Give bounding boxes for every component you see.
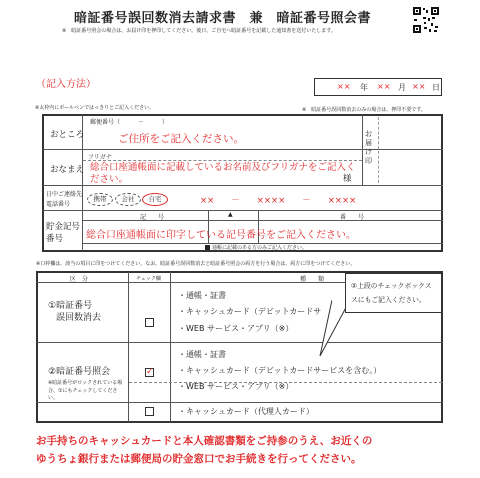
section2-item-web: ・WEB サービス・アプリ（※） bbox=[178, 382, 294, 391]
footer-line2: ゆうちょ銀行または郵便局の貯金窓口でお手続きを行ってください。 bbox=[36, 453, 362, 465]
triangle-marker: ▲ bbox=[228, 211, 233, 218]
phone-label-line2: 電話番号 bbox=[46, 201, 71, 208]
account-label-line2: 番号 bbox=[46, 234, 64, 244]
header-note: ※ 暗証番号照会の場合は、お届け印を押印してください。後日、ご自宅へ暗証番号を記載した通知書を送付いたします。 bbox=[62, 28, 336, 34]
section1-item-passbook: ・通帳・証書 bbox=[178, 291, 226, 300]
document-title: 暗証番号誤回数消去請求書 兼 暗証番号照会書 bbox=[74, 11, 372, 26]
section2-item-cashcard: ・キャッシュカード（デビットカードサービスを含む。） bbox=[178, 366, 382, 375]
callout-box bbox=[345, 273, 442, 313]
date-day-label: 日 bbox=[432, 83, 440, 92]
section1-title-line2: 誤回数消去 bbox=[56, 313, 102, 323]
section1-title-line1: ①暗証番号 bbox=[48, 301, 93, 311]
section1-checkbox[interactable] bbox=[145, 318, 154, 327]
col-type: 種 類 bbox=[300, 276, 325, 283]
ballpoint-note: ※太枠内にボールペンではっきりとご記入ください。 bbox=[35, 105, 155, 111]
date-box bbox=[314, 78, 442, 96]
furigana-label: フリガナ bbox=[88, 154, 112, 161]
address-value[interactable]: ご住所をご記入ください。 bbox=[118, 133, 244, 145]
date-year-label: 年 bbox=[360, 83, 368, 92]
check-instruction-note: ※口枠欄は、該当の項目に印をつけてください。なお、暗証番号誤回数消去と暗証番号照会の両方を行う場合は、両方に印をつけてください。 bbox=[36, 261, 356, 267]
bangou-header: 番 号 bbox=[340, 214, 365, 221]
date-month-label: 月 bbox=[398, 83, 406, 92]
seal-area-dashed bbox=[378, 117, 441, 183]
section2-title: ②暗証番号照会 bbox=[48, 367, 111, 377]
phone-type-mobile[interactable]: 携帯 bbox=[87, 193, 113, 206]
account-number-value[interactable]: 総合口座通帳面に印字している記号番号をご記入ください。 bbox=[86, 230, 356, 241]
section1-item-web: ・WEB サービス・アプリ（※） bbox=[178, 324, 294, 333]
section2-note: ※暗証番号がロックされている場合、①にもチェックしてください。 bbox=[48, 380, 123, 401]
seal-only-note: ※ 暗証番号誤回数消去のみの場合は、押印不要です。 bbox=[302, 107, 426, 113]
col-check: チェック欄 bbox=[136, 276, 161, 282]
account-note: 通帳に記載のある方のみご記入ください。 bbox=[212, 245, 308, 251]
account-note-marker bbox=[205, 245, 210, 250]
phone-label-line1: 日中ご連絡先 bbox=[46, 191, 83, 198]
qr-code bbox=[412, 6, 440, 34]
footer-line1: お手持ちのキャッシュカードと本人確認書類をご持参のうえ、お近くの bbox=[36, 435, 373, 447]
col-kubun: 区 分 bbox=[70, 276, 89, 283]
kigou-header: 記 号 bbox=[140, 214, 165, 221]
section1-item-cashcard: ・キャッシュカード（デビットカードサ bbox=[178, 307, 322, 316]
seal-label: お届け印 bbox=[365, 130, 372, 165]
postal-code-field[interactable]: 郵便番号（ － ） bbox=[90, 119, 169, 126]
date-year-value: ×× bbox=[337, 82, 351, 91]
proxy-card-checkbox[interactable] bbox=[145, 407, 154, 416]
phone-type-home[interactable]: 自宅 bbox=[142, 193, 168, 206]
date-day-value: ×× bbox=[412, 82, 426, 91]
method-label: （記入方法） bbox=[36, 79, 96, 90]
callout-line2: スにもご記入ください。 bbox=[351, 296, 426, 304]
checkmark-icon: ✓ bbox=[146, 367, 154, 377]
proxy-card-item: ・キャッシュカード（代理人カード） bbox=[178, 407, 314, 416]
name-label: おなまえ bbox=[50, 165, 85, 175]
section2-item-passbook: ・通帳・証書 bbox=[178, 350, 226, 359]
date-month-value: ×× bbox=[377, 82, 391, 91]
section2-checkbox[interactable] bbox=[145, 368, 154, 377]
callout-line1: ②上段のチェックボックス bbox=[351, 282, 432, 290]
phone-type-company[interactable]: 会社 bbox=[115, 193, 141, 206]
sama-label: 様 bbox=[343, 174, 352, 184]
phone-number-value[interactable]: ×× － ×××× － ×××× bbox=[200, 196, 357, 206]
address-label: おところ bbox=[50, 130, 85, 140]
name-value[interactable]: 総合口座通帳面に記載しているお名前及びフリガナをご記入ください。 bbox=[90, 162, 356, 185]
account-label-line1: 貯金記号 bbox=[46, 222, 81, 232]
